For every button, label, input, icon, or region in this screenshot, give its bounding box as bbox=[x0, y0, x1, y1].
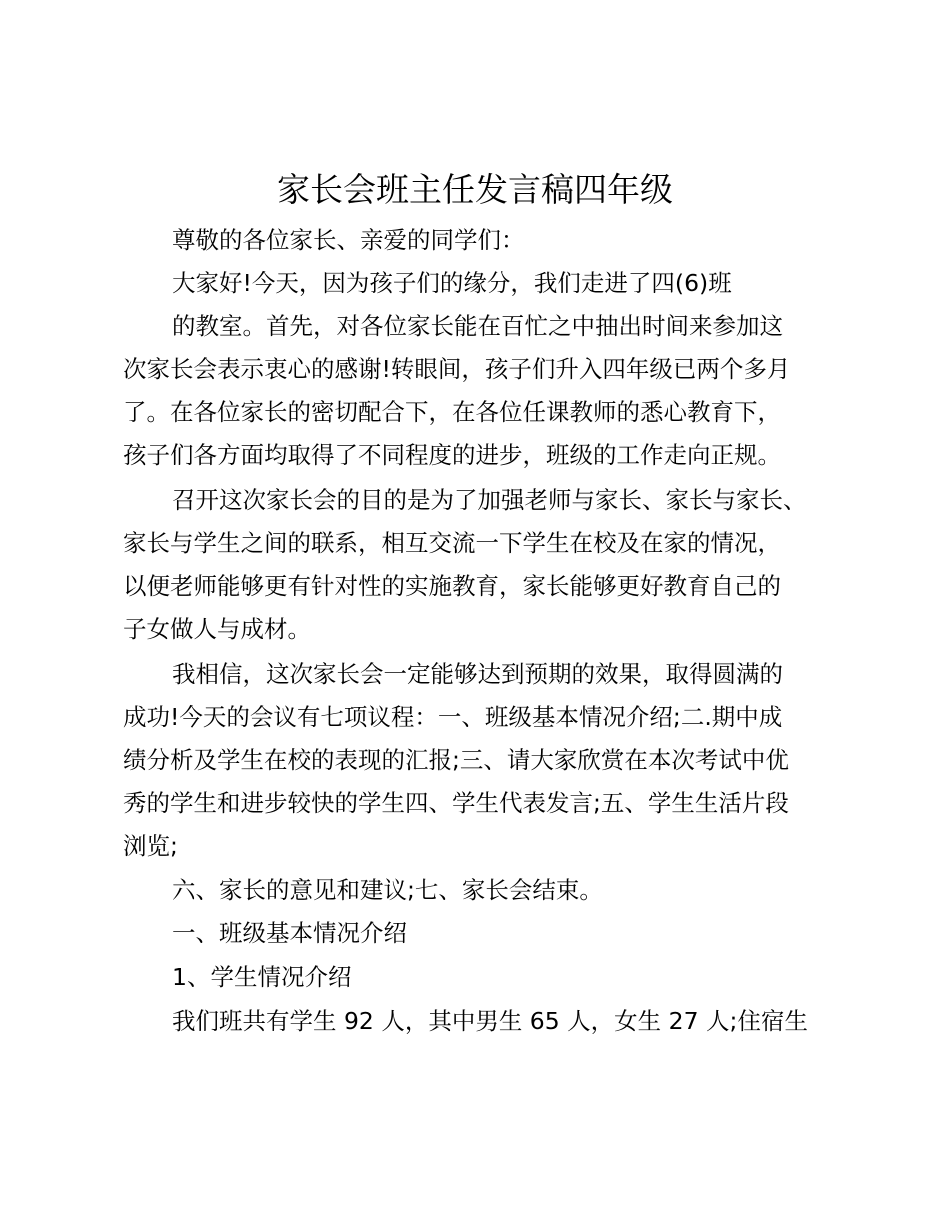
paragraph-line: 以便老师能够更有针对性的实施教育，家长能够更好教育自己的 bbox=[123, 572, 781, 600]
paragraph-line: 召开这次家长会的目的是为了加强老师与家长、家长与家长、 bbox=[172, 486, 807, 514]
paragraph-line: 成功!今天的会议有七项议程：一、班级基本情况介绍;二.期中成 bbox=[123, 703, 783, 731]
paragraph-line: 绩分析及学生在校的表现的汇报;三、请大家欣赏在本次考试中优 bbox=[123, 746, 789, 774]
paragraph-line: 子女做人与成材。 bbox=[123, 615, 311, 643]
paragraph-line: 次家长会表示衷心的感谢!转眼间，孩子们升入四年级已两个多月 bbox=[123, 355, 791, 383]
paragraph-line: 我相信，这次家长会一定能够达到预期的效果，取得圆满的 bbox=[172, 660, 783, 688]
salutation-line: 尊敬的各位家长、亲爱的同学们： bbox=[172, 226, 525, 254]
paragraph-line: 大家好!今天，因为孩子们的缘分，我们走进了四(6)班 bbox=[172, 269, 732, 297]
paragraph-line: 家长与学生之间的联系，相互交流一下学生在校及在家的情况， bbox=[123, 529, 781, 557]
section-heading: 一、班级基本情况介绍 bbox=[172, 919, 407, 947]
paragraph-line: 我们班共有学生 92 人，其中男生 65 人，女生 27 人;住宿生 bbox=[172, 1007, 808, 1035]
paragraph-line: 了。在各位家长的密切配合下，在各位任课教师的悉心教育下， bbox=[123, 398, 781, 426]
document-title: 家长会班主任发言稿四年级 bbox=[277, 170, 673, 209]
subsection-heading: 1、学生情况介绍 bbox=[172, 963, 352, 991]
paragraph-line: 六、家长的意见和建议;七、家长会结束。 bbox=[172, 876, 603, 904]
paragraph-line: 的教室。首先，对各位家长能在百忙之中抽出时间来参加这 bbox=[172, 312, 783, 340]
paragraph-line: 浏览; bbox=[123, 832, 178, 860]
paragraph-line: 孩子们各方面均取得了不同程度的进步，班级的工作走向正规。 bbox=[123, 441, 781, 469]
paragraph-line: 秀的学生和进步较快的学生四、学生代表发言;五、学生生活片段 bbox=[123, 789, 789, 817]
